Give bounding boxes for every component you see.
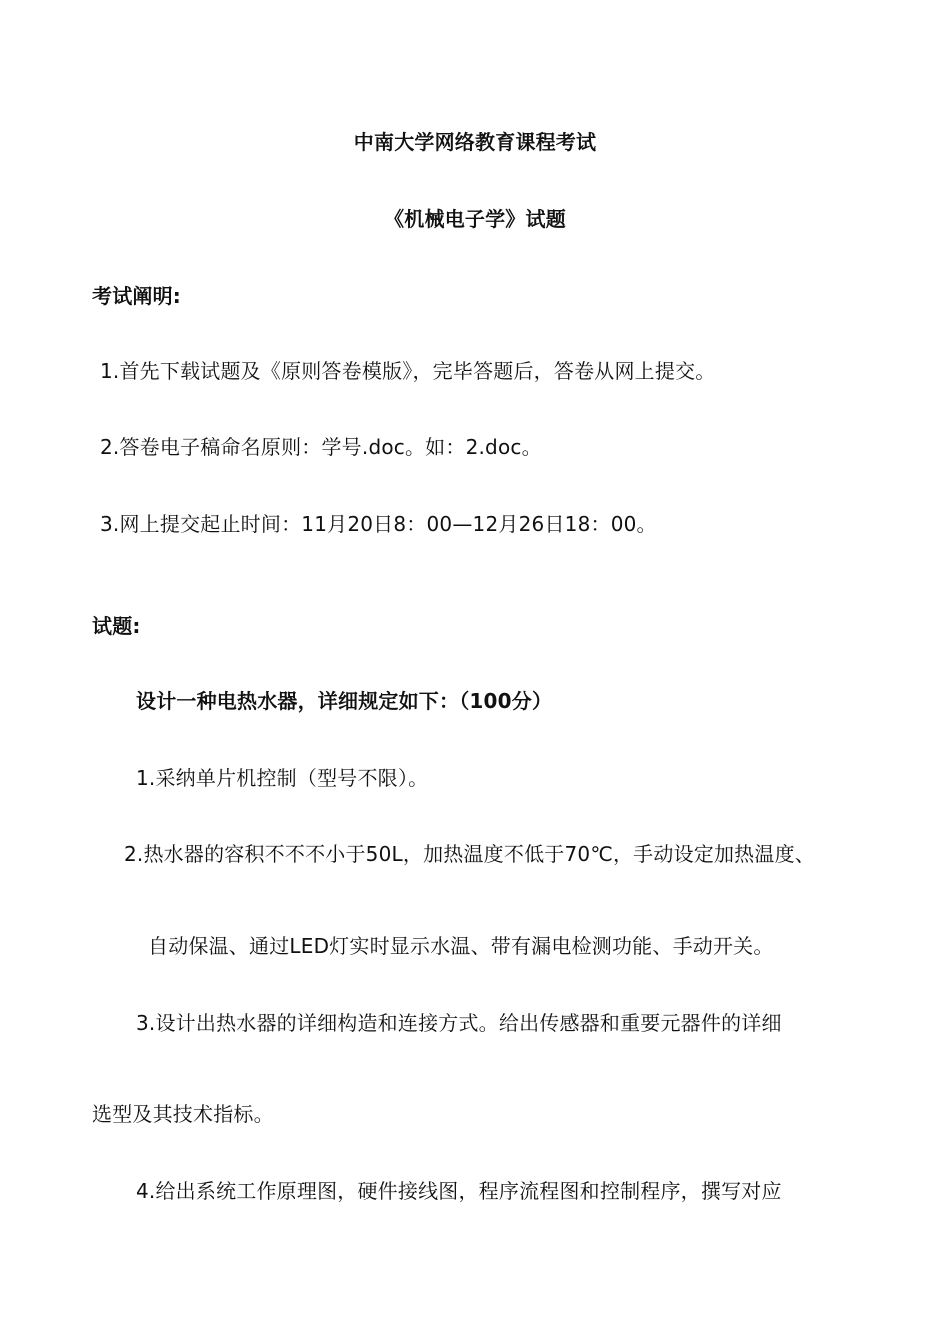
question-item-2-continued: 自动保温、通过LED灯实时显示水温、带有漏电检测功能、手动开关。 xyxy=(148,934,774,958)
questions-heading: 试题: xyxy=(92,614,141,638)
question-item-3: 3.设计出热水器的详细构造和连接方式。给出传感器和重要元器件的详细 xyxy=(136,1011,782,1035)
question-item-4: 4.给出系统工作原理图，硬件接线图，程序流程图和控制程序，撰写对应 xyxy=(136,1179,782,1203)
document-title: 中南大学网络教育课程考试 xyxy=(353,130,597,154)
instruction-item-2: 2.答卷电子稿命名原则：学号.doc。如：2.doc。 xyxy=(100,435,542,459)
instructions-heading: 考试阐明: xyxy=(92,284,181,308)
question-task: 设计一种电热水器，详细规定如下：（100分） xyxy=(136,689,553,713)
question-item-2: 2.热水器的容积不不不小于50L，加热温度不低于70℃，手动设定加热温度、 xyxy=(124,842,815,866)
instruction-item-1: 1.首先下载试题及《原则答卷模版》，完毕答题后，答卷从网上提交。 xyxy=(100,359,716,383)
question-item-3-continued: 选型及其技术指标。 xyxy=(92,1102,274,1126)
document-subtitle: 《机械电子学》试题 xyxy=(384,207,566,231)
question-item-1: 1.采纳单片机控制（型号不限）。 xyxy=(136,766,429,790)
instruction-item-3: 3.网上提交起止时间：11月20日8：00—12月26日18：00。 xyxy=(100,512,657,536)
